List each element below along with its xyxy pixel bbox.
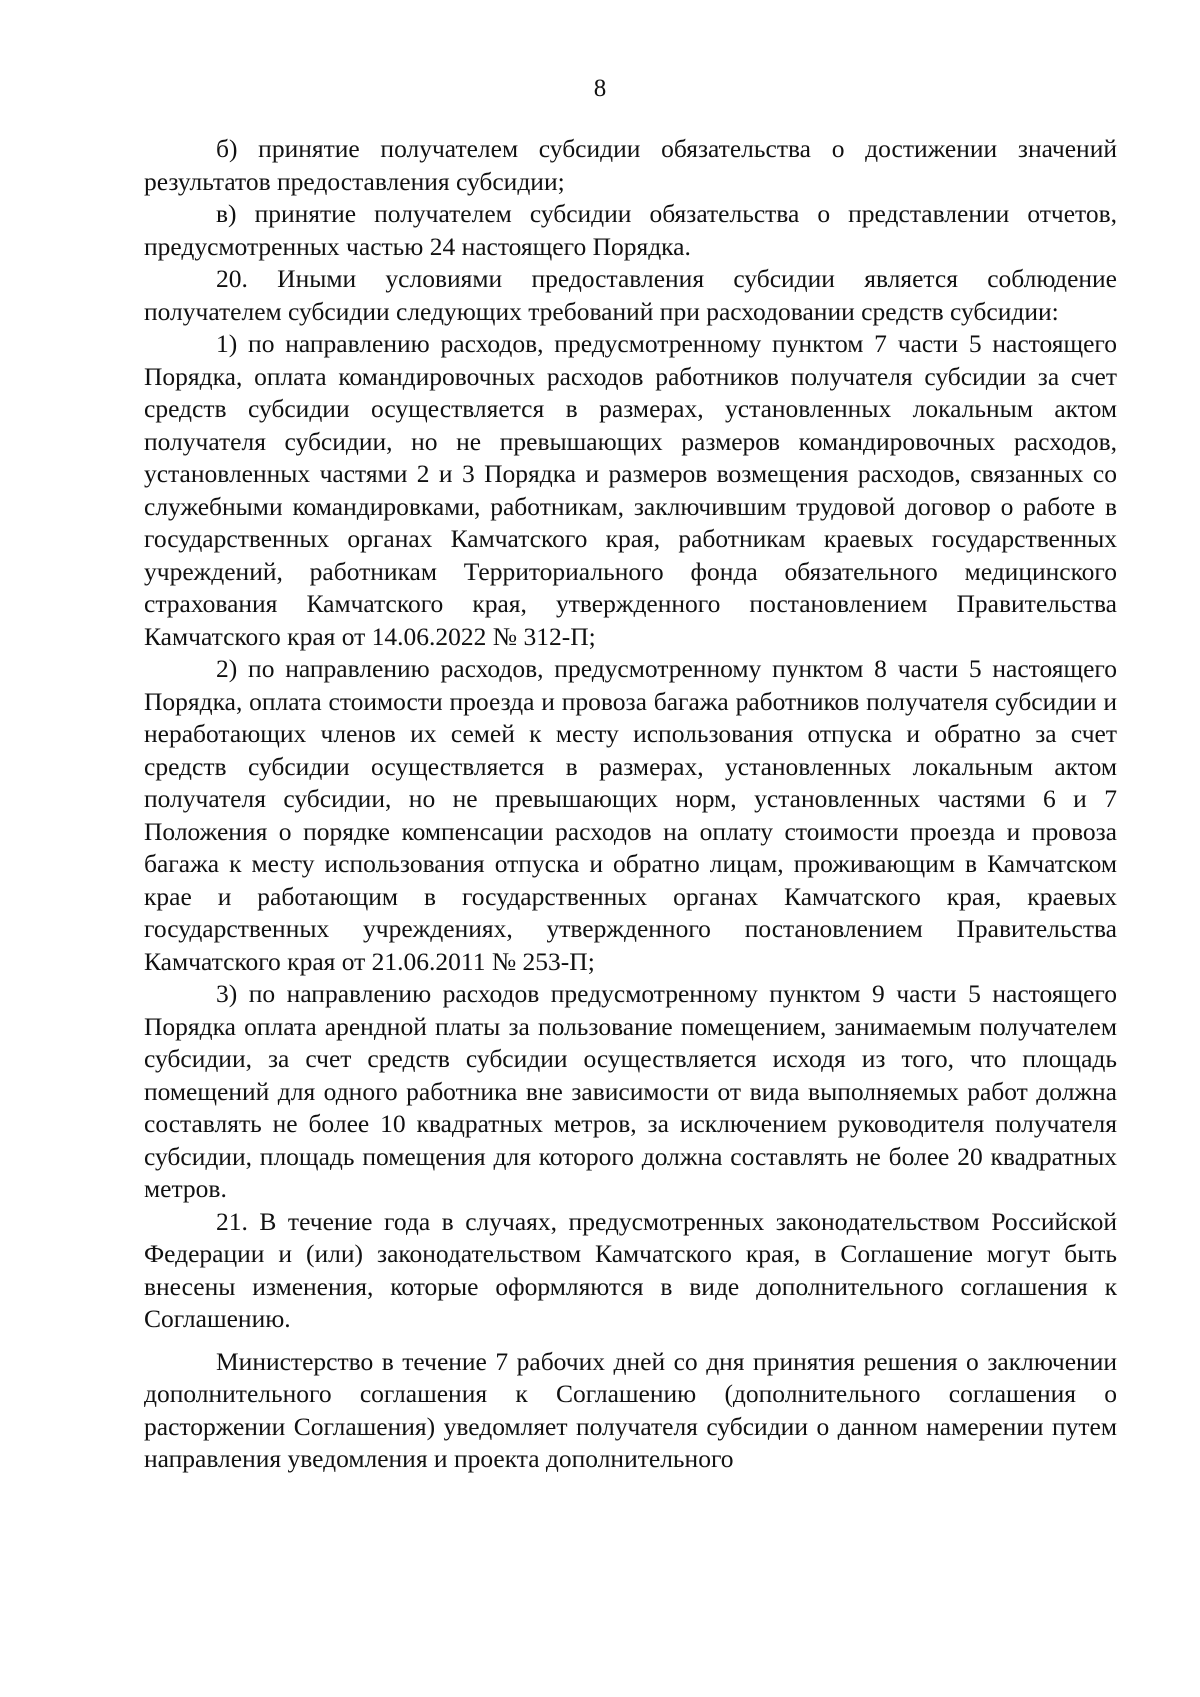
paragraph-20-item-3: 3) по направлению расходов предусмотренному пунктом 9 части 5 настоящего Порядка оплата арендной платы за пользование помещением, занимаемым получателем субсидии, за счет средств субсидии осуществляется исходя из того, что площадь помещений для одного работника вне зависимости от вида выполняемых работ должна составлять не более 10 квадратных метров, за исключением руководителя получателя субсидии, площадь помещения для которого должна составлять не более 20 квадратных метров.: [144, 979, 1117, 1203]
paragraph-ministry-notice: Министерство в течение 7 рабочих дней со дня принятия решения о заключении дополнительного соглашения к Соглашению (дополнительного соглашения о расторжении Соглашения) уведомляет получателя субсидии о данном намерении путем направления уведомления и проекта дополнительного: [144, 1346, 1117, 1473]
paragraph-v: в) принятие получателем субсидии обязательства о представлении отчетов, предусмотренных частью 24 настоящего Порядка.: [144, 199, 1117, 261]
paragraph-20: 20. Иными условиями предоставления субсидии является соблюдение получателем субсидии следующих требований при расходовании средств субсидии:: [144, 264, 1117, 326]
paragraph-b: б) принятие получателем субсидии обязательства о достижении значений результатов предоставления субсидии;: [144, 134, 1117, 196]
paragraph-20-item-2: 2) по направлению расходов, предусмотренному пунктом 8 части 5 настоящего Порядка, оплата стоимости проезда и провоза багажа работников получателя субсидии и неработающих членов их семей к месту использования отпуска и обратно за счет средств субсидии осуществляется в размерах, установленных локальным актом получателя субсидии, но не превышающих норм, установленных частями 6 и 7 Положения о порядке компенсации расходов на оплату стоимости проезда и провоза багажа к месту использования отпуска и обратно лицам, проживающим в Камчатском крае и работающим в государственных органах Камчатского края, краевых государственных учреждениях, утвержденного постановлением Правительства Камчатского края от 21.06.2011 № 253-П;: [144, 654, 1117, 976]
page-number: 8: [593, 75, 607, 102]
paragraph-20-item-1: 1) по направлению расходов, предусмотренному пунктом 7 части 5 настоящего Порядка, оплата командировочных расходов работников получателя субсидии за счет средств субсидии осуществляется в размерах, установленных локальным актом получателя субсидии, но не превышающих размеров командировочных расходов, установленных частями 2 и 3 Порядка и размеров возмещения расходов, связанных со служебными командировками, работникам, заключившим трудовой договор о работе в государственных органах Камчатского края, работникам краевых государственных учреждений, работникам Территориального фонда обязательного медицинского страхования Камчатского края, утвержденного постановлением Правительства Камчатского края от 14.06.2022 № 312-П;: [144, 329, 1117, 651]
paragraph-21: 21. В течение года в случаях, предусмотренных законодательством Российской Федерации и (или) законодательством Камчатского края, в Соглашение могут быть внесены изменения, которые оформляются в виде дополнительного соглашения к Соглашению.: [144, 1206, 1117, 1333]
document-body: [144, 133, 1117, 1476]
